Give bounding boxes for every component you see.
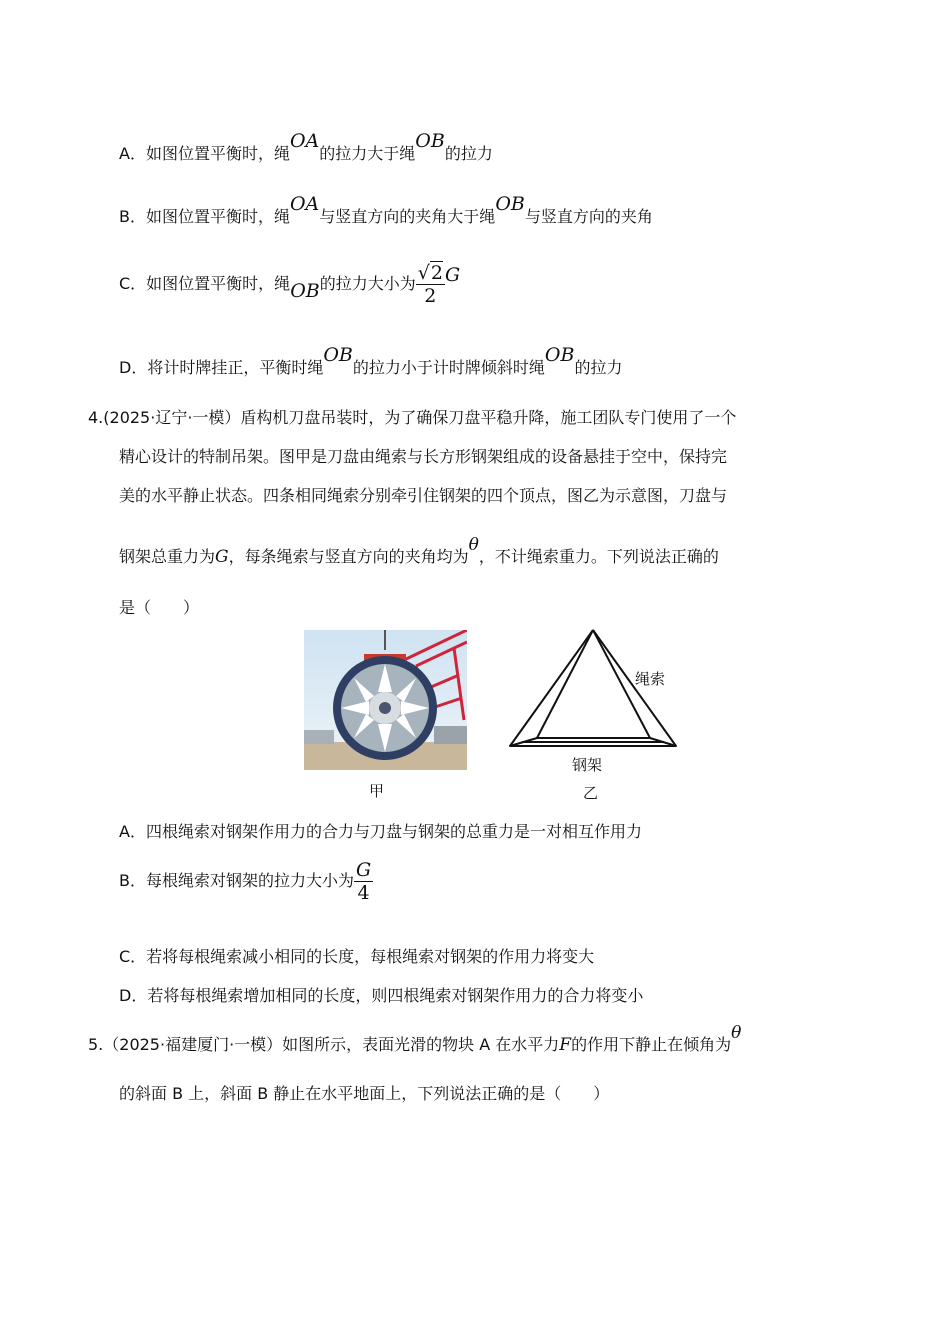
q3-option-d-text: D．将计时牌挂正，平衡时绳 xyxy=(119,358,324,377)
sqrt-radicand: 2 xyxy=(430,262,443,284)
q3-option-c-text: C．如图位置平衡时，绳 xyxy=(119,274,291,293)
q5-stem-line-2: 的斜面 B 上，斜面 B 静止在水平地面上，下列说法正确的是（ ） xyxy=(119,1084,610,1103)
math-ob: OB xyxy=(415,130,445,152)
figure-caption-b: 乙 xyxy=(583,784,599,802)
q4-option-b-text: B．每根绳索对钢架的拉力大小为 xyxy=(119,871,354,890)
q5-stem-line-1 xyxy=(88,1023,742,1056)
figure-caption-a: 甲 xyxy=(369,782,385,800)
q3-option-d-post: 的拉力 xyxy=(574,358,623,377)
q3-option-c xyxy=(119,258,460,309)
cutterhead-photo xyxy=(304,630,467,770)
q4-stem-line-3: 美的水平静止状态。四条相同绳索分别牵引住钢架的四个顶点，图乙为示意图，刀盘与 xyxy=(119,486,728,505)
q5-stem-line-1-mid: 的作用下静止在倾角为 xyxy=(571,1035,732,1054)
q3-option-b-mid: 与竖直方向的夹角大于绳 xyxy=(319,207,496,226)
q3-option-d-mid: 的拉力小于计时牌倾斜时绳 xyxy=(352,358,545,377)
q3-option-a-text: A．如图位置平衡时，绳 xyxy=(119,144,290,163)
q4-stem-line-5: 是（ ） xyxy=(119,598,200,617)
q4-option-b xyxy=(119,858,373,904)
q3-option-c-mid: 的拉力大小为 xyxy=(319,274,416,293)
q3-option-a xyxy=(119,130,493,165)
fraction-denominator: 2 xyxy=(424,285,437,307)
math-oa: OA xyxy=(289,193,320,215)
q4-stem-line-1: 4.(2025·辽宁·一模）盾构机刀盘吊装时，为了确保刀盘平稳升降，施工团队专门使用了一个 xyxy=(88,408,737,427)
label-frame: 钢架 xyxy=(572,756,603,774)
q4-stem-line-4-post: ，不计绳索重力。下列说法正确的 xyxy=(478,547,719,566)
math-ob: OB xyxy=(544,344,575,366)
rope-frame-diagram xyxy=(500,622,690,777)
math-ob: OB xyxy=(290,280,320,302)
q3-option-d xyxy=(119,344,623,379)
q4-option-d: D．若将每根绳索增加相同的长度，则四根绳索对钢架作用力的合力将变小 xyxy=(119,986,644,1005)
q4-stem-line-4-mid: ，每条绳索与竖直方向的夹角均为 xyxy=(228,547,469,566)
label-rope: 绳索 xyxy=(635,670,666,688)
fraction-sqrt2-over-2: $\frac{√2}{2}$ xyxy=(417,262,443,307)
q4-option-a: A．四根绳索对钢架作用力的合力与刀盘与钢架的总重力是一对相互作用力 xyxy=(119,822,642,841)
math-theta: θ xyxy=(468,535,479,555)
fraction-g-over-4 xyxy=(354,859,373,904)
math-f: F xyxy=(559,1035,572,1055)
q3-option-b-text: B．如图位置平衡时，绳 xyxy=(119,207,290,226)
q5-stem-line-1-pre: 5.（2025·福建厦门·一模）如图所示，表面光滑的物块 A 在水平力 xyxy=(88,1035,560,1054)
math-g: G xyxy=(215,547,229,567)
math-theta: θ xyxy=(731,1023,742,1043)
q3-option-a-post: 的拉力 xyxy=(444,144,493,163)
q3-option-b-post: 与竖直方向的夹角 xyxy=(524,207,653,226)
fraction-denominator: 4 xyxy=(357,882,370,904)
math-ob: OB xyxy=(323,344,353,366)
fraction-numerator: G xyxy=(355,859,372,881)
math-g: G xyxy=(444,264,461,286)
q4-option-c: C．若将每根绳索减小相同的长度，每根绳索对钢架的作用力将变大 xyxy=(119,947,595,966)
q3-option-a-mid: 的拉力大于绳 xyxy=(319,144,416,163)
math-ob: OB xyxy=(495,193,525,215)
q4-stem-line-4-pre: 钢架总重力为 xyxy=(119,547,216,566)
q4-stem-line-2: 精心设计的特制吊架。图甲是刀盘由绳索与长方形钢架组成的设备悬挂于空中，保持完 xyxy=(119,447,728,466)
math-oa: OA xyxy=(289,130,320,152)
q3-option-b xyxy=(119,193,653,228)
q4-stem-line-4 xyxy=(119,535,719,568)
